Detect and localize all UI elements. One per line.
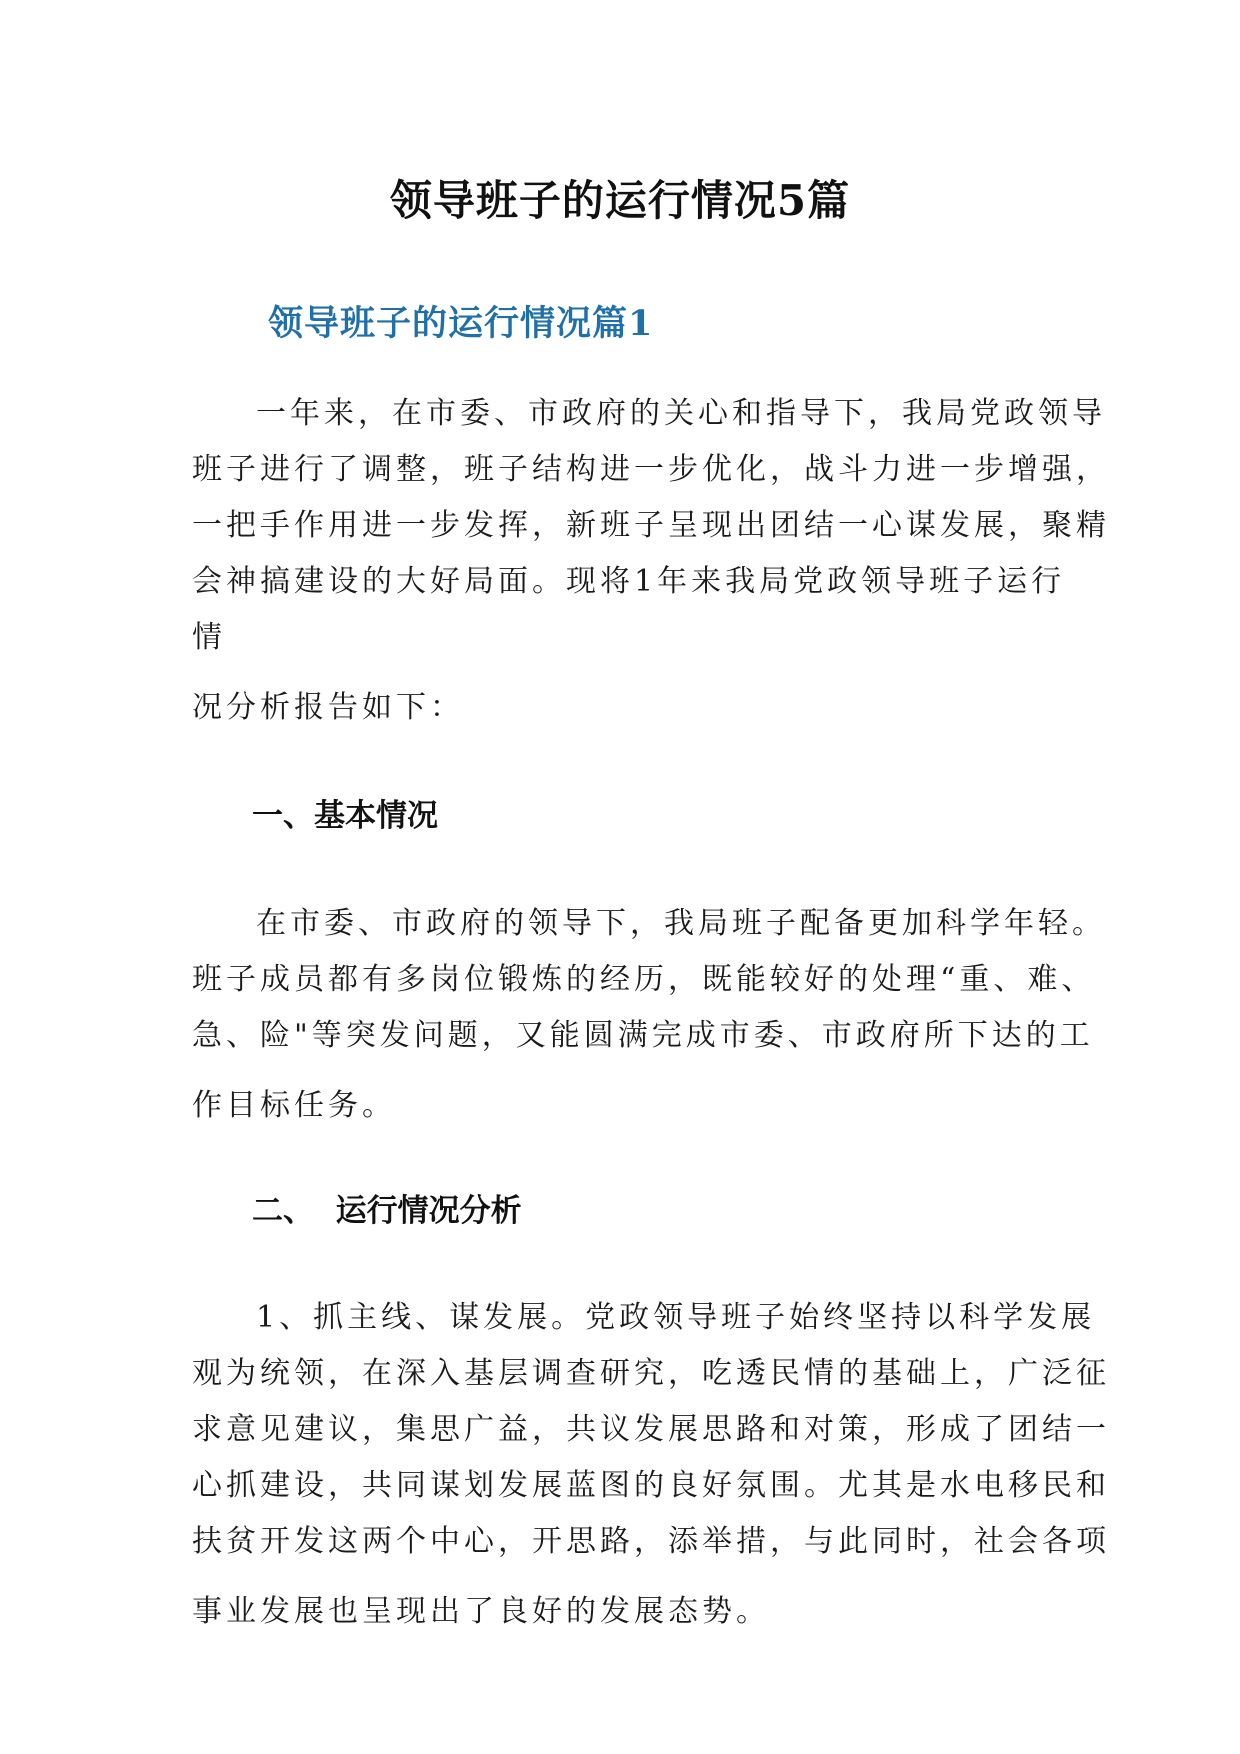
analysis-line: 1、抓主线、谋发展。党政领导班子始终坚持以科学发展 bbox=[256, 1300, 1096, 1335]
intro-line: 情 bbox=[192, 620, 226, 655]
analysis-line: 心抓建设，共同谋划发展蓝图的良好氛围。尤其是水电移民和 bbox=[192, 1468, 1110, 1503]
basic-continued-line: 作目标任务。 bbox=[192, 1088, 396, 1123]
intro-line: 会神搞建设的大好局面。现将1年来我局党政领导班子运行 bbox=[192, 564, 1066, 599]
basic-line: 班子成员都有多岗位锻炼的经历，既能较好的处理“重、难、 bbox=[192, 962, 1096, 997]
analysis-line: 扶贫开发这两个中心，开思路，添举措，与此同时，社会各项 bbox=[192, 1524, 1110, 1559]
analysis-line: 观为统领，在深入基层调查研究，吃透民情的基础上，广泛征 bbox=[192, 1356, 1110, 1391]
analysis-continued-line: 事业发展也呈现出了良好的发展态势。 bbox=[192, 1594, 770, 1629]
basic-line: 在市委、市政府的领导下，我局班子配备更加科学年轻。 bbox=[256, 906, 1106, 941]
document-title: 领导班子的运行情况5篇 bbox=[389, 176, 851, 225]
intro-line: 班子进行了调整，班子结构进一步优化，战斗力进一步增强， bbox=[192, 452, 1110, 487]
heading-basic-situation: 一、基本情况 bbox=[252, 798, 438, 834]
heading-operation-analysis: 二、 运行情况分析 bbox=[252, 1193, 522, 1229]
basic-line: 急、险"等突发问题，又能圆满完成市委、市政府所下达的工 bbox=[192, 1018, 1094, 1053]
analysis-line: 求意见建议，集思广益，共议发展思路和对策，形成了团结一 bbox=[192, 1412, 1110, 1447]
intro-continued-line: 况分析报告如下： bbox=[192, 690, 464, 725]
section-title: 领导班子的运行情况篇1 bbox=[268, 303, 654, 344]
intro-line: 一把手作用进一步发挥，新班子呈现出团结一心谋发展，聚精 bbox=[192, 508, 1110, 543]
intro-line: 一年来，在市委、市政府的关心和指导下，我局党政领导 bbox=[256, 396, 1106, 431]
